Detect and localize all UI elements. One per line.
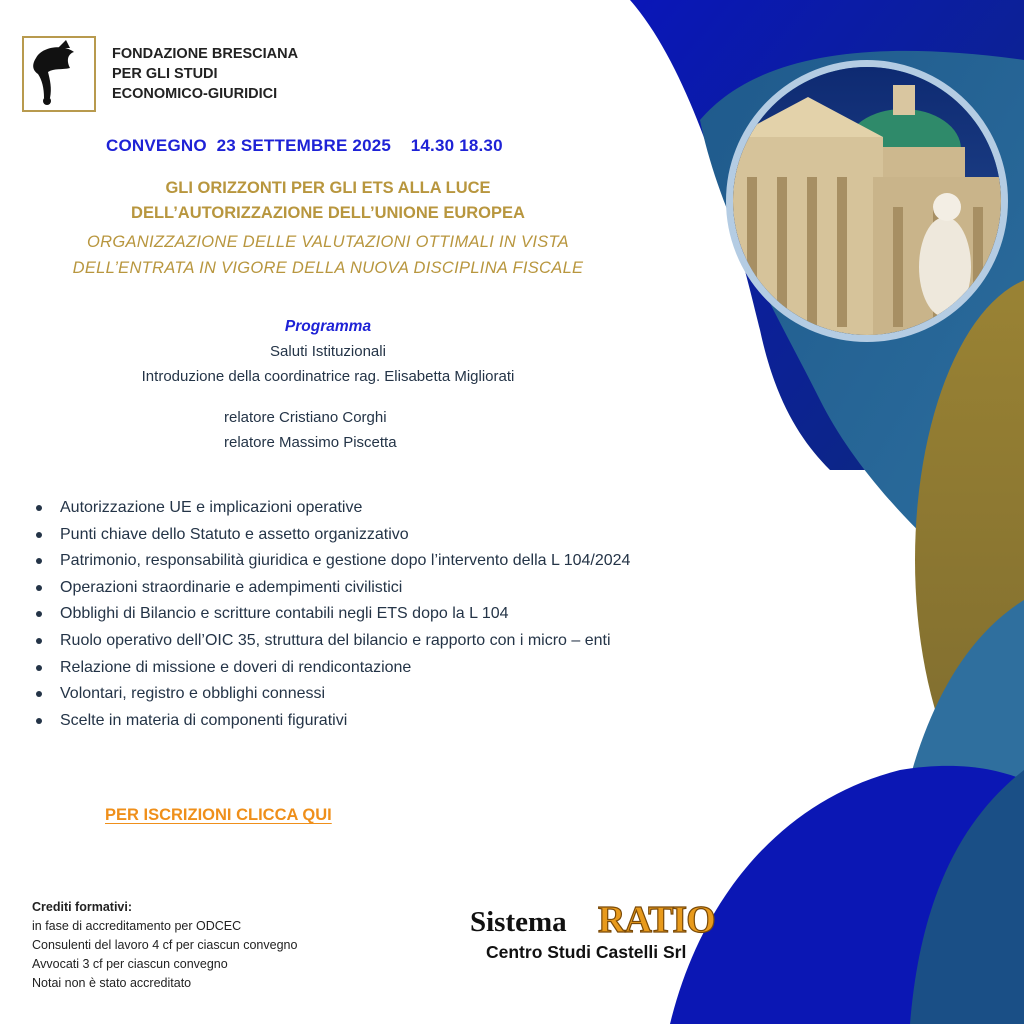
sponsor-word: Sistema	[470, 906, 567, 938]
program-heading: Programma	[284, 318, 372, 335]
event-subtitle-line-1: ORGANIZZAZIONE DELLE VALUTAZIONI OTTIMALI IN VISTA	[87, 233, 569, 251]
event-title-line-1: GLI ORIZZONTI PER GLI ETS ALLA LUCE	[165, 179, 491, 197]
org-name-line-1: FONDAZIONE BRESCIANA	[112, 46, 299, 62]
sponsor-brand: RATIO	[598, 899, 715, 941]
org-name-line-2: PER GLI STUDI	[112, 66, 218, 82]
organization-name	[112, 44, 298, 104]
speaker-1: relatore Cristiano Corghi	[224, 409, 387, 426]
horse-logo-icon	[24, 38, 94, 110]
cathedral-photo	[726, 60, 1008, 342]
foundation-logo	[22, 36, 96, 112]
event-subtitle-line-2: DELL’ENTRATA IN VIGORE DELLA NUOVA DISCIPLINA FISCALE	[72, 259, 584, 277]
sponsor-subtitle: Centro Studi Castelli Srl	[486, 942, 687, 962]
list-item: Punti chiave dello Statuto e assetto organizzativo	[36, 525, 630, 552]
event-title-line-2: DELL’AUTORIZZAZIONE DELL’UNIONE EUROPEA	[131, 204, 525, 222]
credits-line: Avvocati 3 cf per ciascun convegno	[32, 957, 228, 971]
list-item: Operazioni straordinarie e adempimenti civilistici	[36, 578, 630, 605]
list-item: Obblighi di Bilancio e scritture contabili negli ETS dopo la L 104	[36, 604, 630, 631]
event-date-time: CONVEGNO 23 SETTEMBRE 2025 14.30 18.30	[106, 136, 503, 155]
sponsor-logo	[470, 898, 730, 962]
register-link[interactable]: PER ISCRIZIONI CLICCA QUI	[105, 806, 332, 824]
credits-line: in fase di accreditamento per ODCEC	[32, 919, 242, 933]
topics-list	[36, 498, 630, 737]
list-item: Autorizzazione UE e implicazioni operative	[36, 498, 630, 525]
list-item: Patrimonio, responsabilità giuridica e gestione dopo l’intervento della L 104/2024	[36, 551, 630, 578]
credits-info	[32, 898, 297, 993]
list-item: Ruolo operativo dell’OIC 35, struttura del bilancio e rapporto con i micro – enti	[36, 631, 630, 658]
org-name-line-3: ECONOMICO-GIURIDICI	[112, 86, 278, 102]
credits-line: Notai non è stato accreditato	[32, 976, 192, 990]
speaker-2: relatore Massimo Piscetta	[224, 434, 397, 451]
credits-heading: Crediti formativi:	[32, 900, 133, 914]
credits-line: Consulenti del lavoro 4 cf per ciascun convegno	[32, 938, 298, 952]
list-item: Scelte in materia di componenti figurativi	[36, 711, 630, 738]
list-item: Relazione di missione e doveri di rendicontazione	[36, 658, 630, 685]
list-item: Volontari, registro e obblighi connessi	[36, 684, 630, 711]
program-greetings: Saluti Istituzionali	[270, 343, 386, 360]
program-introduction: Introduzione della coordinatrice rag. Elisabetta Migliorati	[141, 368, 515, 385]
